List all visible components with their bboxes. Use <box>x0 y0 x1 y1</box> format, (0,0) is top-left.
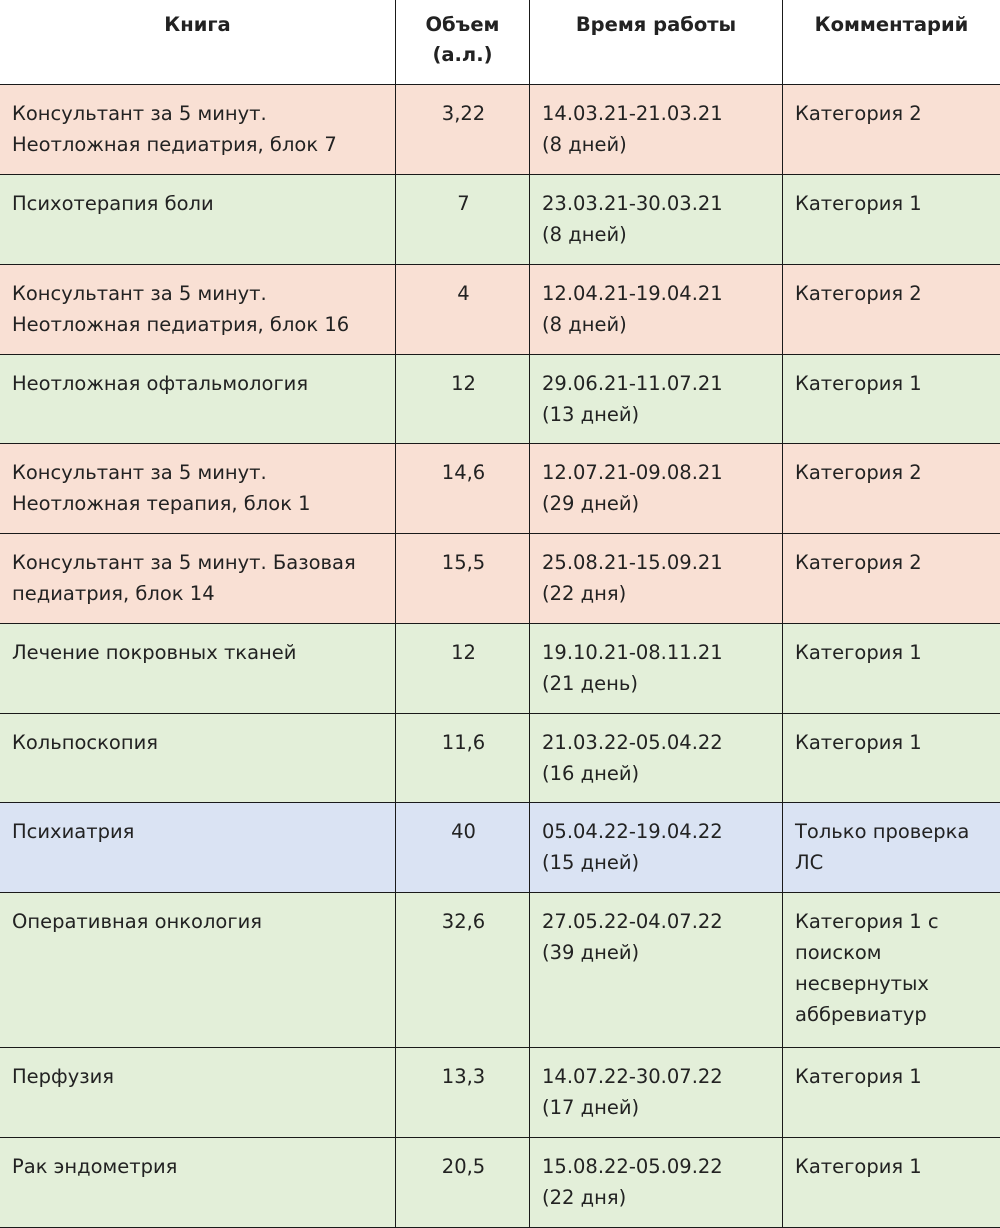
table-body <box>0 84 1000 1227</box>
book-title-line: Неотложная терапия, блок 1 <box>12 492 311 515</box>
cell-book <box>0 713 396 802</box>
comment-line: Категория 1 <box>795 1065 922 1088</box>
comment-line: аббревиатур <box>795 1003 927 1026</box>
table-row <box>0 713 1000 802</box>
cell-time <box>530 354 783 443</box>
cell-time <box>530 533 783 623</box>
duration: (39 дней) <box>542 941 639 964</box>
date-range: 14.07.22-30.07.22 <box>542 1065 723 1088</box>
header-volume <box>396 0 530 84</box>
duration: (8 дней) <box>542 133 627 156</box>
comment-line: несвернутых <box>795 972 929 995</box>
date-range: 14.03.21-21.03.21 <box>542 102 723 125</box>
book-title-line: Неотложная офтальмология <box>12 372 308 395</box>
book-title-line: Консультант за 5 минут. <box>12 461 267 484</box>
cell-book <box>0 623 396 713</box>
cell-book <box>0 264 396 354</box>
cell-comment <box>783 892 1000 1047</box>
book-title-line: Кольпоскопия <box>12 731 158 754</box>
book-title-line: Консультант за 5 минут. <box>12 282 267 305</box>
cell-volume: 13,3 <box>396 1047 530 1137</box>
date-range: 27.05.22-04.07.22 <box>542 910 723 933</box>
table-row <box>0 264 1000 354</box>
date-range: 19.10.21-08.11.21 <box>542 641 723 664</box>
header-volume-line2: (а.л.) <box>432 43 492 66</box>
table-row <box>0 174 1000 264</box>
table-row <box>0 84 1000 174</box>
cell-volume: 11,6 <box>396 713 530 802</box>
duration: (13 дней) <box>542 403 639 426</box>
duration: (16 дней) <box>542 762 639 785</box>
cell-comment <box>783 264 1000 354</box>
cell-book <box>0 354 396 443</box>
duration: (22 дня) <box>542 1186 626 1209</box>
table-row <box>0 533 1000 623</box>
date-range: 12.04.21-19.04.21 <box>542 282 723 305</box>
comment-line: Категория 1 <box>795 731 922 754</box>
book-title-line: Перфузия <box>12 1065 114 1088</box>
book-title-line: педиатрия, блок 14 <box>12 582 215 605</box>
cell-book <box>0 802 396 892</box>
comment-line: Категория 2 <box>795 102 922 125</box>
cell-time <box>530 443 783 533</box>
cell-time <box>530 802 783 892</box>
book-title-line: Психотерапия боли <box>12 192 214 215</box>
cell-book <box>0 84 396 174</box>
cell-book <box>0 533 396 623</box>
cell-volume: 4 <box>396 264 530 354</box>
cell-volume: 20,5 <box>396 1137 530 1227</box>
cell-volume: 12 <box>396 354 530 443</box>
header-volume-line1: Объем <box>425 13 499 36</box>
duration: (21 день) <box>542 672 638 695</box>
cell-volume: 32,6 <box>396 892 530 1047</box>
cell-volume: 12 <box>396 623 530 713</box>
date-range: 21.03.22-05.04.22 <box>542 731 723 754</box>
date-range: 29.06.21-11.07.21 <box>542 372 723 395</box>
table-row <box>0 1047 1000 1137</box>
cell-time <box>530 623 783 713</box>
cell-comment <box>783 533 1000 623</box>
cell-volume: 40 <box>396 802 530 892</box>
comment-line: Только проверка <box>795 820 969 843</box>
cell-volume: 14,6 <box>396 443 530 533</box>
book-title-line: Неотложная педиатрия, блок 7 <box>12 133 337 156</box>
cell-volume: 3,22 <box>396 84 530 174</box>
comment-line: Категория 2 <box>795 551 922 574</box>
table-row <box>0 802 1000 892</box>
duration: (8 дней) <box>542 313 627 336</box>
date-range: 12.07.21-09.08.21 <box>542 461 723 484</box>
cell-time <box>530 174 783 264</box>
cell-comment <box>783 713 1000 802</box>
table-row <box>0 892 1000 1047</box>
cell-book <box>0 892 396 1047</box>
book-title-line: Неотложная педиатрия, блок 16 <box>12 313 349 336</box>
duration: (22 дня) <box>542 582 626 605</box>
date-range: 25.08.21-15.09.21 <box>542 551 723 574</box>
duration: (29 дней) <box>542 492 639 515</box>
cell-time <box>530 713 783 802</box>
duration: (17 дней) <box>542 1096 639 1119</box>
table-row <box>0 354 1000 443</box>
date-range: 23.03.21-30.03.21 <box>542 192 723 215</box>
cell-volume: 15,5 <box>396 533 530 623</box>
book-title-line: Психиатрия <box>12 820 134 843</box>
header-comment: Комментарий <box>783 0 1000 84</box>
cell-comment <box>783 354 1000 443</box>
header-time: Время работы <box>530 0 783 84</box>
comment-line: поиском <box>795 941 882 964</box>
book-title-line: Оперативная онкология <box>12 910 262 933</box>
header-row <box>0 0 1000 84</box>
cell-book <box>0 443 396 533</box>
cell-time <box>530 264 783 354</box>
table-row <box>0 443 1000 533</box>
cell-comment <box>783 174 1000 264</box>
header-book: Книга <box>0 0 396 84</box>
comment-line: Категория 1 <box>795 192 922 215</box>
book-title-line: Лечение покровных тканей <box>12 641 296 664</box>
duration: (8 дней) <box>542 223 627 246</box>
cell-comment <box>783 1047 1000 1137</box>
comment-line: Категория 1 <box>795 1155 922 1178</box>
comment-line: Категория 2 <box>795 282 922 305</box>
cell-time <box>530 84 783 174</box>
cell-comment <box>783 443 1000 533</box>
date-range: 15.08.22-05.09.22 <box>542 1155 723 1178</box>
cell-comment <box>783 802 1000 892</box>
comment-line: ЛС <box>795 851 823 874</box>
cell-book <box>0 1047 396 1137</box>
cell-book <box>0 174 396 264</box>
table-row <box>0 623 1000 713</box>
book-title-line: Консультант за 5 минут. <box>12 102 267 125</box>
cell-time <box>530 1047 783 1137</box>
cell-comment <box>783 623 1000 713</box>
comment-line: Категория 1 <box>795 372 922 395</box>
date-range: 05.04.22-19.04.22 <box>542 820 723 843</box>
cell-comment <box>783 84 1000 174</box>
cell-volume: 7 <box>396 174 530 264</box>
book-title-line: Рак эндометрия <box>12 1155 177 1178</box>
comment-line: Категория 1 <box>795 641 922 664</box>
comment-line: Категория 2 <box>795 461 922 484</box>
cell-time <box>530 892 783 1047</box>
comment-line: Категория 1 с <box>795 910 939 933</box>
book-title-line: Консультант за 5 минут. Базовая <box>12 551 356 574</box>
duration: (15 дней) <box>542 851 639 874</box>
